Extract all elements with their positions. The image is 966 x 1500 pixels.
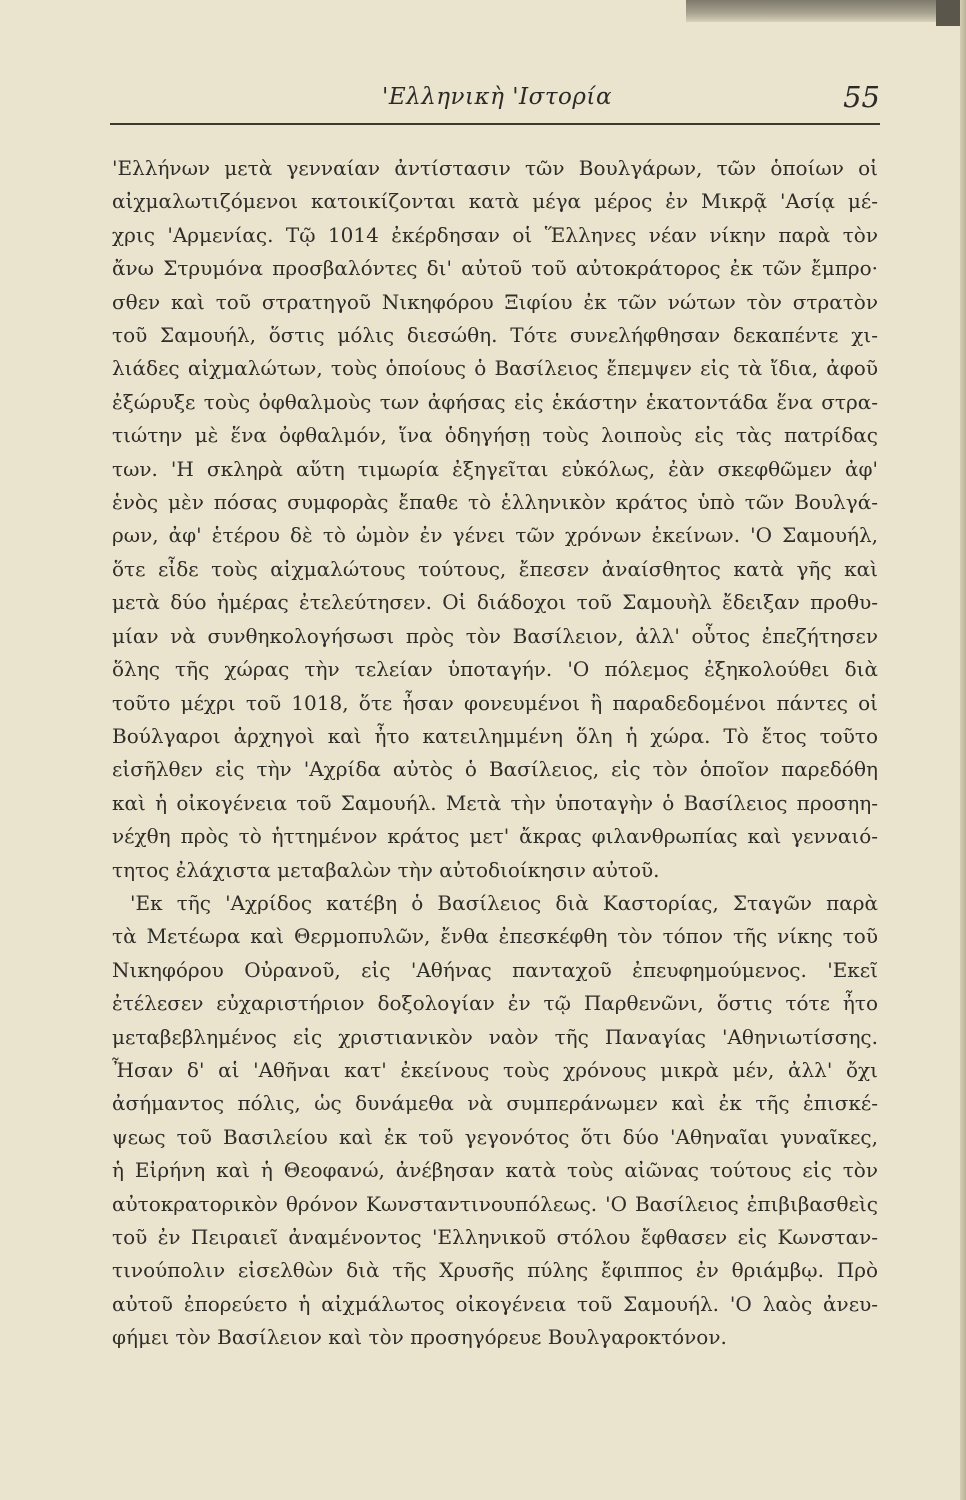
text-line: μεταβεβλημένος εἰς χριστιανικὸν ναὸν τῆς Παναγίας 'Αθηνιωτίσσης. [112, 1024, 878, 1049]
text-line: αὐτοκρατορικὸν θρόνον Κωνσταντινουπόλεως. 'Ο Βασίλειος ἐπιβιβασθεὶς [112, 1191, 878, 1216]
text-line: 'Ελλήνων μετὰ γενναίαν ἀντίστασιν τῶν Βουλγάρων, τῶν ὁποίων οἱ [112, 156, 878, 180]
text-line: αἰχμαλωτιζόμενοι κατοικίζονται κατὰ μέγα μέρος ἐν Μικρᾷ 'Ασίᾳ μέ- [112, 189, 878, 214]
text-line: τινούπολιν εἰσελθὼν διὰ τῆς Χρυσῆς πύλης ἔφιππος ἐν θριάμβῳ. Πρὸ [112, 1258, 878, 1283]
text-line: χρις 'Αρμενίας. Τῷ 1014 ἐκέρδησαν οἱ Ἕλληνες νέαν νίκην παρὰ τὸν [112, 222, 878, 247]
text-line: νέχθη πρὸς τὸ ἡττημένον κράτος μετ' ἄκρας φιλανθρωπίας καὶ γενναιό- [112, 824, 878, 849]
text-line: Βούλγαροι ἀρχηγοὶ καὶ ἦτο κατειλημμένη ὅλη ἡ χώρα. Τὸ ἔτος τοῦτο [112, 723, 878, 748]
text-line: ρων, ἀφ' ἑτέρου δὲ τὸ ὠμὸν ἐν γένει τῶν χρόνων ἐκείνων. 'Ο Σαμουήλ, [112, 523, 878, 548]
text-line: των. 'Η σκληρὰ αὕτη τιμωρία ἐξηγεῖται εὐκόλως, ἐὰν σκεφθῶμεν ἀφ' [112, 456, 878, 481]
text-line: ἄνω Στρυμόνα προσβαλόντες δι' αὐτοῦ τοῦ αὐτοκράτορος ἐκ τῶν ἔμπρο· [112, 256, 878, 281]
text-line: τοῦ ἐν Πειραιεῖ ἀναμένοντος 'Ελληνικοῦ στόλου ἔφθασεν εἰς Κωνσταν- [112, 1225, 878, 1249]
text-line: ἑνὸς μὲν πόσας συμφορὰς ἔπαθε τὸ ἑλληνικὸν κράτος ὑπὸ τῶν Βουλγά- [112, 490, 878, 515]
text-line: φήμει τὸν Βασίλειον καὶ τὸν προσηγόρευε Βουλγαροκτόνον. [112, 1325, 727, 1350]
text-line: εἰσῆλθεν εἰς τὴν 'Αχρίδα αὐτὸς ὁ Βασίλειος, εἰς τὸν ὁποῖον παρεδόθη [112, 757, 878, 782]
text-line: σθεν καὶ τοῦ στρατηγοῦ Νικηφόρου Ξιφίου ἐκ τῶν νώτων τὸν στρατὸν [112, 289, 878, 314]
text-line: λιάδες αἰχμαλώτων, τοὺς ὁποίους ὁ Βασίλειος ἔπεμψεν εἰς τὰ ἴδια, ἀφοῦ [112, 356, 878, 381]
text-line: ἐτέλεσεν εὐχαριστήριον δοξολογίαν ἐν τῷ Παρθενῶνι, ὅστις τότε ἦτο [112, 991, 878, 1016]
text-line: 'Εκ τῆς 'Αχρίδος κατέβη ὁ Βασίλειος διὰ Καστορίας, Σταγῶν παρὰ [130, 890, 878, 915]
text-line: ἀσήμαντος πόλις, ὡς δυνάμεθα νὰ συμπεράνωμεν καὶ ἐκ τῆς ἐπισκέ- [112, 1091, 878, 1116]
text-line: ἡ Εἰρήνη καὶ ἡ Θεοφανώ, ἀνέβησαν κατὰ τοὺς αἰῶνας τούτους εἰς τὸν [112, 1158, 878, 1183]
text-line: ὅλης τῆς χώρας τὴν τελείαν ὑποταγήν. 'Ο πόλεμος ἐξηκολούθει διὰ [112, 657, 878, 682]
page-edge-top [686, 0, 966, 22]
body-text [112, 152, 878, 1355]
header-rule [110, 123, 880, 125]
text-line: Ἦσαν δ' αἱ 'Αθῆναι κατ' ἐκείνους τοὺς χρόνους μικρὰ μέν, ἀλλ' ὄχι [112, 1057, 878, 1082]
text-line: ὅτε εἶδε τοὺς αἰχμαλώτους τούτους, ἔπεσεν ἀναίσθητος κατὰ γῆς καὶ [112, 556, 878, 581]
page-header [110, 80, 880, 124]
running-title: 'Ελληνικὴ 'Ιστορία [382, 84, 612, 110]
page-edge-right [960, 0, 966, 1500]
text-line: τιώτην μὲ ἕνα ὀφθαλμόν, ἵνα ὁδηγήσῃ τοὺς λοιποὺς εἰς τὰς πατρίδας [112, 423, 878, 448]
text-line: μίαν νὰ συνθηκολογήσωσι πρὸς τὸν Βασίλειον, ἀλλ' οὗτος ἐπεζήτησεν [112, 623, 878, 648]
text-line: Νικηφόρου Οὐρανοῦ, εἰς 'Αθήνας πανταχοῦ ἐπευφημούμενος. 'Εκεῖ [112, 957, 878, 982]
text-line: τὰ Μετέωρα καὶ Θερμοπυλῶν, ἔνθα ἐπεσκέφθη τὸν τόπον τῆς νίκης τοῦ [112, 924, 878, 949]
text-line: τητος ἐλάχιστα μεταβαλὼν τὴν αὐτοδιοίκησιν αὐτοῦ. [112, 857, 660, 882]
text-line: ἐξώρυξε τοὺς ὀφθαλμοὺς των ἀφήσας εἰς ἑκάστην ἑκατοντάδα ἕνα στρα- [112, 389, 878, 414]
text-line: μετὰ δύο ἡμέρας ἐτελεύτησεν. Οἱ διάδοχοι τοῦ Σαμουὴλ ἔδειξαν προθυ- [112, 590, 878, 615]
text-line: αὐτοῦ ἐπορεύετο ἡ αἰχμάλωτος οἰκογένεια τοῦ Σαμουήλ. 'Ο λαὸς ἀνευ- [112, 1291, 878, 1316]
text-line: καὶ ἡ οἰκογένεια τοῦ Σαμουήλ. Μετὰ τὴν ὑποταγὴν ὁ Βασίλειος προσηη- [112, 790, 878, 815]
text-line: ψεως τοῦ Βασιλείου καὶ ἐκ τοῦ γεγονότος ὅτι δύο 'Αθηναῖαι γυναῖκες, [112, 1124, 878, 1149]
page-number: 55 [843, 80, 880, 114]
text-line: τοῦτο μέχρι τοῦ 1018, ὅτε ἦσαν φονευμένοι ἢ παραδεδομένοι πάντες οἱ [112, 690, 878, 715]
text-line: τοῦ Σαμουήλ, ὅστις μόλις διεσώθη. Τότε συνελήφθησαν δεκαπέντε χι- [112, 323, 878, 348]
